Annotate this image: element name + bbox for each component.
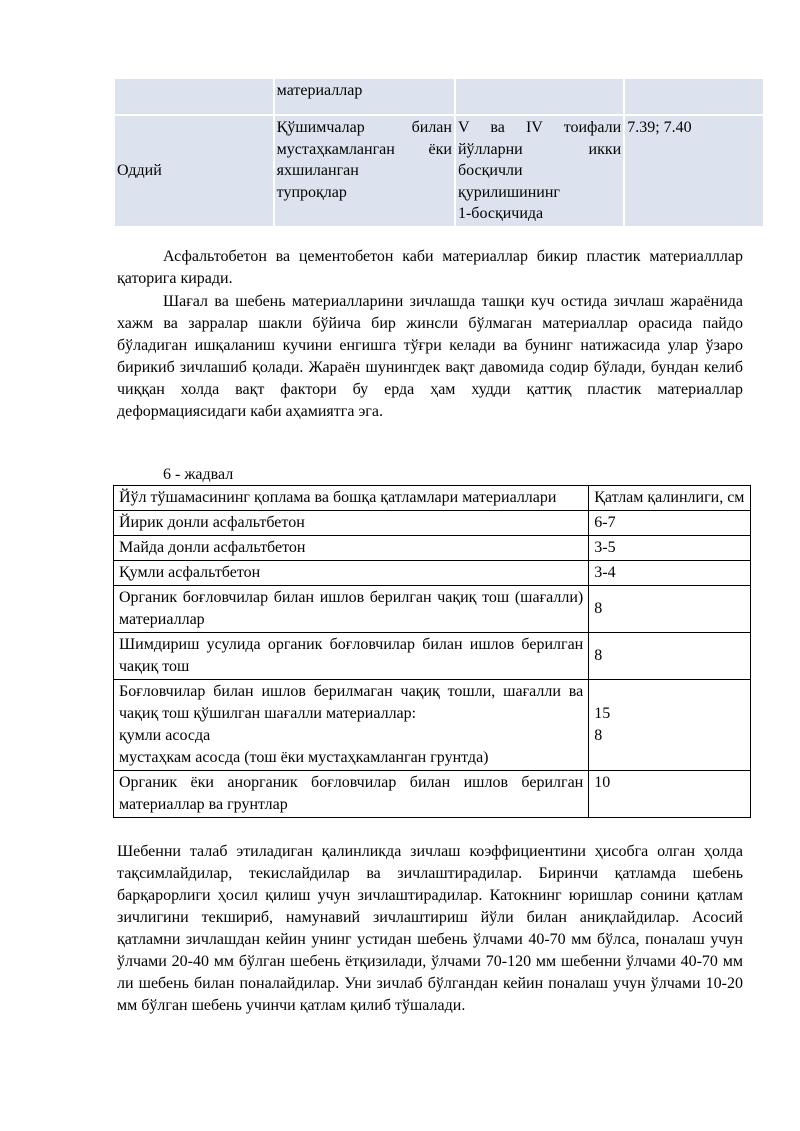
paragraph: Шағал ва шебень материалларини зичлашда ташқи куч остида зичлаш жараёнида хажм ва зарралар шакли бўйича бир жинсли бўлмаган материаллар орасида пайдо бўладиган ишқаланиш кучини енгишга тўғри келади ва бунинг натижасида улар ўзаро бирикиб зичлашиб қолади. Жараён шунингдек вақт давомида содир бўлади, бундан келиб чиққан холда вақт фактори бу ерда ҳам худди қаттиқ пластик материаллар деформациясидаги каби аҳамиятга эга. bbox=[117, 293, 743, 420]
table-6 bbox=[113, 485, 751, 818]
material-cell: Йирик донли асфальтбетон bbox=[114, 511, 589, 536]
table-cell: 7.39; 7.40 bbox=[625, 116, 763, 226]
table-row bbox=[114, 536, 751, 561]
table-row bbox=[115, 116, 763, 226]
table-row bbox=[115, 79, 763, 114]
table-row bbox=[114, 633, 751, 680]
table-cell bbox=[625, 79, 763, 114]
cell-line: мустаҳкам асосда (тош ёки мустаҳкамланган грунтда) bbox=[119, 749, 489, 766]
cell-line: Қўшимчалар билан bbox=[276, 119, 452, 136]
material-cell bbox=[114, 680, 589, 771]
table-cell bbox=[275, 116, 454, 226]
cell-line: 15 bbox=[594, 705, 611, 722]
thickness-cell: 8 bbox=[589, 633, 751, 680]
paragraph: Асфальтобетон ва цементобетон каби материаллар бикир пластик материалллар қаторига киради. bbox=[117, 248, 743, 287]
table-cell bbox=[456, 79, 623, 114]
material-cell: Органик боғловчилар билан ишлов берилган чақиқ тош (шағалли) материаллар bbox=[114, 586, 589, 633]
table-row bbox=[114, 680, 751, 771]
material-cell: Майда донли асфальтбетон bbox=[114, 536, 589, 561]
thickness-cell bbox=[589, 680, 751, 771]
material-cell: Шимдириш усулида органик боғловчилар билан ишлов берилган чақиқ тош bbox=[114, 633, 589, 680]
cell-line: қурилишининг bbox=[457, 183, 560, 201]
cell-line: яхшиланган bbox=[276, 162, 359, 179]
table-cell: Оддий bbox=[115, 116, 273, 226]
table-row bbox=[114, 586, 751, 633]
cell-line: Боғловчилар билан ишлов берилмаган чақиқ тошли, шағалли ва чақиқ тош қўшилган шағалли материаллар: bbox=[119, 683, 584, 722]
table-cell bbox=[456, 116, 623, 226]
material-cell: Органик ёки анорганик боғловчилар билан ишлов берилган материаллар ва грунтлар bbox=[114, 771, 589, 818]
thickness-cell: 10 bbox=[589, 771, 751, 818]
cell-line: V ва IV тоифали bbox=[457, 119, 622, 136]
thickness-cell: 3-5 bbox=[589, 536, 751, 561]
table-row bbox=[114, 511, 751, 536]
cell-line: мустаҳкамланган ёки bbox=[276, 140, 452, 158]
cell-line: 1-босқичида bbox=[457, 205, 544, 222]
continuation-table bbox=[113, 77, 765, 228]
thickness-cell: 8 bbox=[589, 586, 751, 633]
cell-line: йўлларни икки bbox=[457, 140, 622, 158]
header-cell-thickness: Қатлам қалинлиги, см bbox=[589, 486, 751, 511]
cell-line: қумли асосда bbox=[119, 727, 211, 744]
material-cell: Қумли асфальтбетон bbox=[114, 561, 589, 586]
table-row bbox=[114, 771, 751, 818]
table-header-row bbox=[114, 486, 751, 511]
cell-line: 8 bbox=[594, 727, 603, 744]
thickness-cell: 6-7 bbox=[589, 511, 751, 536]
paragraph: Шебенни талаб этиладиган қалинликда зичлаш коэффициентини ҳисобга олган ҳолда тақсимлайдилар, текислайдилар ва зичлаштирадилар. Биринчи қатламда шебень барқарорлиги ҳосил қилиш учун зичлаштирадилар. Катокнинг юришлар сонини қатлам зичлигини текшириб, намунавий зичлаштириш йўли билан аниқлайдилар. Асосий қатламни зичлашдан кейин унинг устидан шебень ўлчами 40-70 мм бўлса, поналаш учун ўлчами 20-40 мм бўлган шебень ётқизилади, ўлчами 70-120 мм шебенни ўлчами 40-70 мм ли шебень билан поналайдилар. Уни зичлаб бўлгандан кейин поналаш учун ўлчами 10-20 мм бўлган шебень учинчи қатлам қилиб тўшалади. bbox=[117, 843, 743, 1014]
header-cell-materials: Йўл тўшамасининг қоплама ва бошқа қатламлари материаллари bbox=[114, 486, 589, 511]
cell-line: тупроқлар bbox=[276, 183, 347, 201]
table-cell bbox=[115, 79, 273, 114]
cell-line bbox=[594, 681, 745, 703]
table-row bbox=[114, 561, 751, 586]
cell-line: босқичли bbox=[457, 162, 523, 179]
table-cell: материаллар bbox=[275, 79, 454, 114]
thickness-cell: 3-4 bbox=[589, 561, 751, 586]
table-caption: 6 - жадвал bbox=[163, 466, 234, 483]
